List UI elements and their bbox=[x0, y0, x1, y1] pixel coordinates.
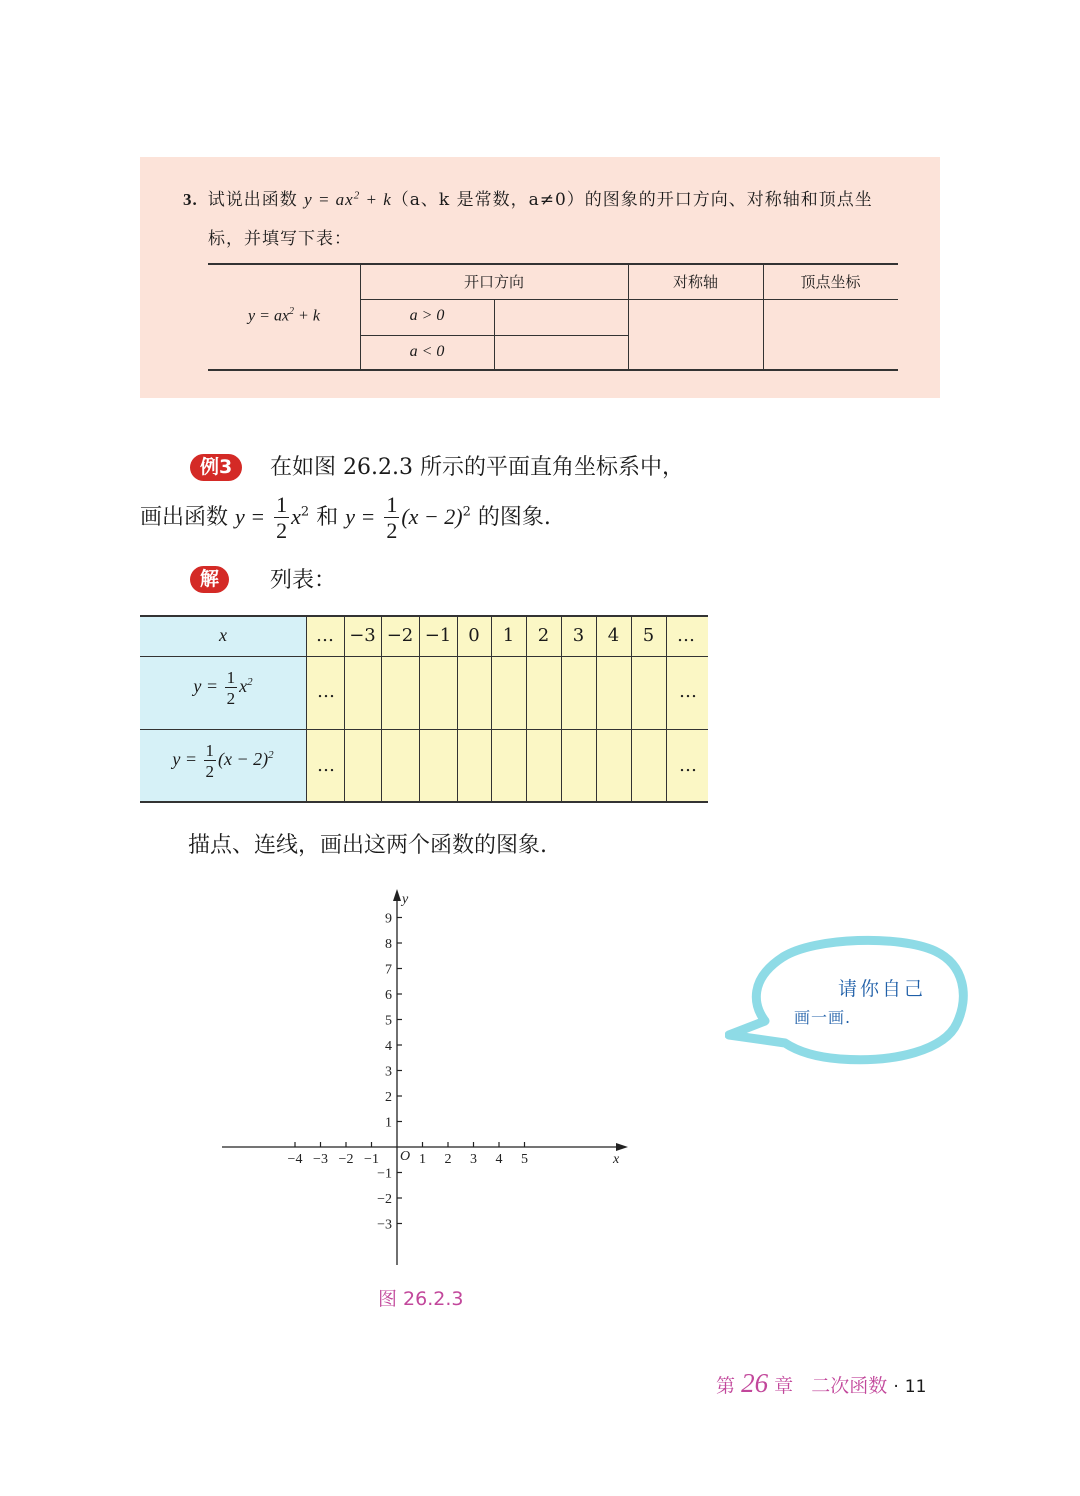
figure-caption: 图 26.2.3 bbox=[378, 1288, 464, 1310]
chapter-title: 二次函数 bbox=[811, 1375, 888, 1397]
x-tick-label: −4 bbox=[287, 1152, 303, 1167]
exercise-table-row-label: $y = ax^2 + k$ bbox=[248, 306, 320, 325]
value-table-x-cell: 5 bbox=[642, 625, 655, 646]
value-table-row2-ellipsis-left: … bbox=[317, 755, 335, 776]
y-tick-label: −1 bbox=[377, 1166, 392, 1182]
x-axis-arrow bbox=[616, 1143, 628, 1151]
value-table-x-cell: −3 bbox=[349, 625, 376, 646]
exercise-table bbox=[208, 263, 898, 371]
x-tick-label: −1 bbox=[364, 1152, 379, 1167]
exercise-table-cond-negative: a < 0 bbox=[409, 343, 445, 360]
chapter-number: 26 bbox=[741, 1368, 769, 1398]
exercise-table-header-vertex: 顶点坐标 bbox=[800, 273, 861, 291]
exercise-function: $y = ax^2 + k$ bbox=[304, 189, 392, 209]
value-table-x-cell: 0 bbox=[468, 625, 480, 646]
y-tick-label: 1 bbox=[385, 1115, 392, 1131]
example-text-line2: 画出函数 y = $\frac{1}{2}$ $x^2$ 和 y = $\frac{1}{2}$ $(x - 2)^2$ 的图象. bbox=[140, 492, 551, 543]
origin-label: O bbox=[400, 1149, 411, 1164]
y-tick-label: −3 bbox=[377, 1217, 392, 1233]
solution-badge: 解 bbox=[190, 566, 229, 593]
x-tick-label: −3 bbox=[313, 1152, 328, 1167]
y-tick-label: 9 bbox=[385, 911, 392, 927]
x-tick-label: 3 bbox=[470, 1152, 477, 1167]
y-tick-label: 5 bbox=[385, 1013, 392, 1029]
value-table-x-cell: 4 bbox=[607, 625, 620, 646]
x-tick-label: 4 bbox=[495, 1152, 503, 1167]
exercise-text-line1 bbox=[183, 185, 873, 210]
y-tick-label: 6 bbox=[385, 988, 392, 1003]
exercise-text-line2: 标，并填写下表： bbox=[208, 229, 352, 249]
value-table-row2-label: y = $\frac{1}{2}$ $(x - 2)^2$ bbox=[172, 741, 274, 781]
value-table-x-cell: −1 bbox=[424, 625, 452, 646]
value-table-row1-ellipsis-right: … bbox=[679, 681, 697, 702]
x-axis-label: x bbox=[613, 1152, 620, 1167]
y-tick-label: −2 bbox=[377, 1192, 392, 1207]
y-tick-label: 4 bbox=[385, 1039, 392, 1054]
example-badge: 例3 bbox=[190, 454, 242, 481]
x-tick-label: 5 bbox=[521, 1152, 528, 1167]
exercise-intro: 试说出函数 bbox=[207, 190, 298, 210]
y-axis-arrow bbox=[393, 889, 401, 901]
solution-text: 列表： bbox=[270, 568, 337, 593]
y-tick-label: 7 bbox=[385, 962, 392, 978]
value-table-row1-ellipsis-left: … bbox=[317, 681, 335, 702]
x-tick-label: 1 bbox=[419, 1152, 426, 1167]
exercise-number: 3. bbox=[183, 190, 198, 209]
y-tick-label: 2 bbox=[385, 1090, 392, 1105]
exercise-condition: （a、k 是常数，a≠0）的图象的开口方向、对称轴和顶点坐 bbox=[391, 190, 873, 210]
value-table-x-cell: 1 bbox=[502, 625, 515, 646]
exercise-table-cond-positive: a > 0 bbox=[409, 307, 445, 324]
fraction-half: $\frac{1}{2}$ bbox=[276, 492, 288, 543]
x-tick-label: 2 bbox=[444, 1152, 452, 1167]
value-table bbox=[140, 615, 708, 803]
x-tick-label: −2 bbox=[338, 1152, 354, 1167]
example-text-line1: 在如图 26.2.3 所示的平面直角坐标系中， bbox=[270, 455, 684, 480]
value-table-row2-ellipsis-right: … bbox=[679, 755, 697, 776]
value-table-x-cell: … bbox=[677, 625, 695, 646]
coordinate-axes bbox=[210, 885, 640, 1275]
page-footer: 第 26 章 二次函数 · 11 bbox=[716, 1368, 927, 1398]
fraction-half: $\frac{1}{2}$ bbox=[386, 492, 398, 543]
y-axis-label: y bbox=[402, 892, 409, 907]
value-table-x-cell: 2 bbox=[537, 625, 550, 646]
page-number: 11 bbox=[904, 1377, 927, 1397]
value-table-x-cell: 3 bbox=[572, 625, 585, 646]
y-tick-label: 3 bbox=[385, 1064, 392, 1080]
value-table-x-cell: … bbox=[316, 625, 334, 646]
value-table-x-cell: −2 bbox=[386, 625, 414, 646]
value-table-header-x: x bbox=[219, 625, 227, 645]
exercise-table-header-axis: 对称轴 bbox=[672, 273, 718, 291]
value-table-row1-label: y = $\frac{1}{2}$ $x^2$ bbox=[193, 668, 253, 708]
bubble-text-line1: 请你自己 bbox=[838, 978, 927, 1000]
y-tick-label: 8 bbox=[385, 937, 392, 952]
bubble-text-line2: 画一画. bbox=[794, 1008, 852, 1027]
exercise-table-header-open: 开口方向 bbox=[463, 273, 524, 291]
instruction-text: 描点、连线，画出这两个函数的图象. bbox=[188, 833, 547, 858]
